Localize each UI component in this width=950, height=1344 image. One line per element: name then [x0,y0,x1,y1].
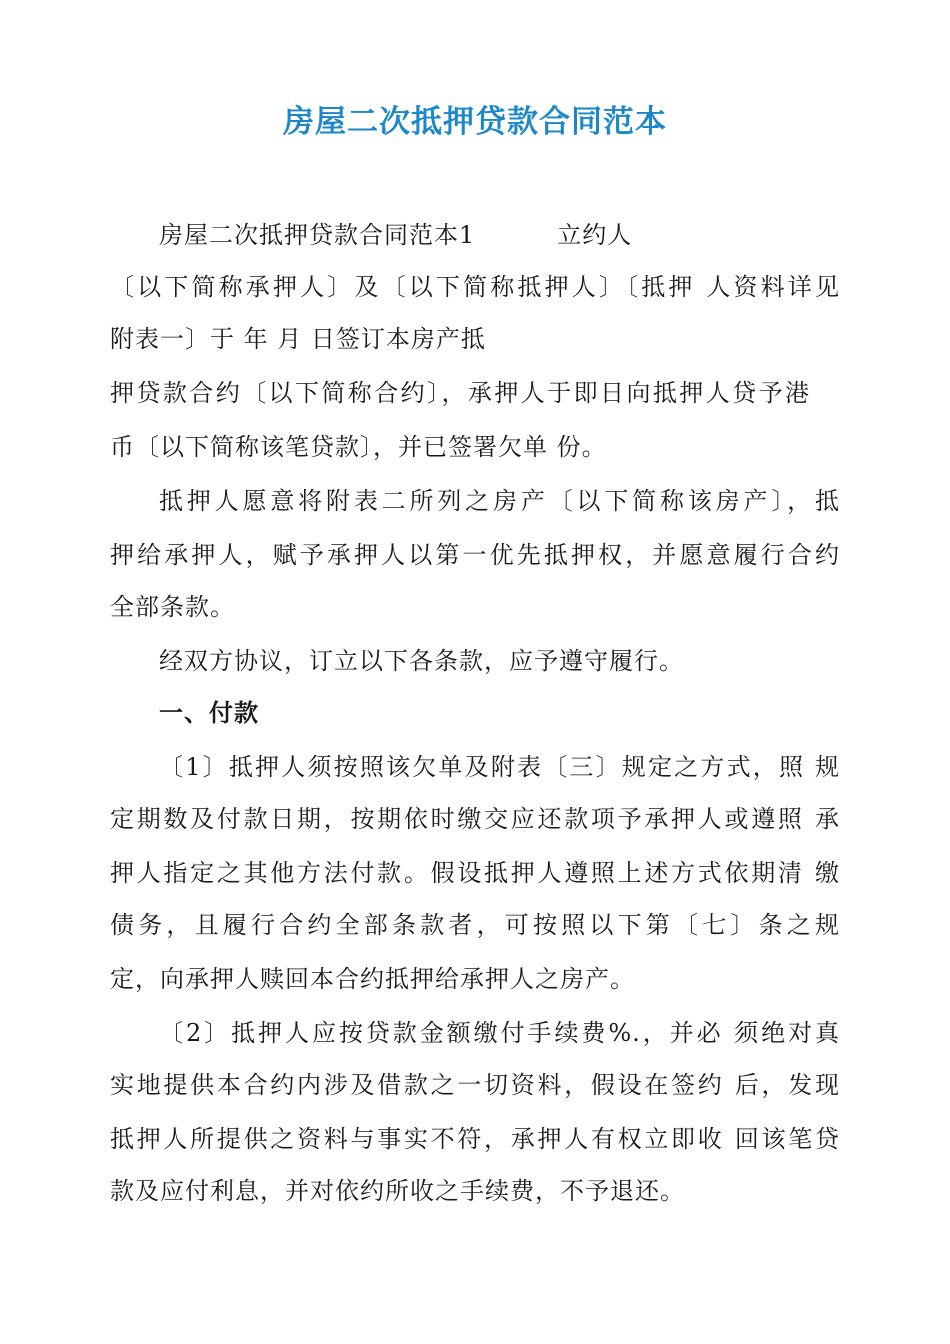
clause-1-line-4: 债务，且履行合约全部条款者，可按照以下第〔七〕条之规 [110,911,840,939]
clause-2-line-4: 款及应付利息，并对依约所收之手续费，不予退还。 [110,1177,685,1205]
paragraph-1-line-1 [159,219,632,251]
paragraph-1-line-5: 币〔以下简称该笔贷款〕，并已签署欠单 份。 [110,433,607,461]
paragraph-2-line-3: 全部条款。 [110,593,235,621]
clause-1-line-2: 定期数及付款日期，按期依时缴交应还款项予承押人或遵照 承 [110,805,840,833]
clause-2-line-1: 〔2〕抵押人应按贷款金额缴付手续费%.，并必 须绝对真 [159,1019,840,1047]
clause-2-line-3: 抵押人所提供之资料与事实不符，承押人有权立即收 回该笔贷 [110,1125,840,1153]
paragraph-1-line-4: 押贷款合约〔以下简称合约〕，承押人于即日向抵押人贷予港 [110,379,810,407]
clause-1-line-3: 押人指定之其他方法付款。假设抵押人遵照上述方式依期清 缴 [110,859,840,887]
party-label-text: 立约人 [557,221,633,249]
paragraph-3-line-1: 经双方协议，订立以下各条款，应予遵守履行。 [159,647,684,675]
contract-number-text: 房屋二次抵押贷款合同范本1 [159,221,476,249]
section-heading-payment: 一、付款 [159,699,259,727]
paragraph-1-line-2: 〔以下简称承押人〕及〔以下简称抵押人〕〔抵押 人资料详见 [110,273,840,301]
paragraph-1-line-3: 附表一〕于 年 月 日签订本房产抵 [110,325,486,353]
clause-1-line-5: 定，向承押人赎回本合约抵押给承押人之房产。 [110,965,635,993]
paragraph-2-line-1: 抵押人愿意将附表二所列之房产〔以下简称该房产〕，抵 [159,487,840,515]
clause-2-line-2: 实地提供本合约内涉及借款之一切资料，假设在签约 后，发现 [110,1071,840,1099]
clause-1-line-1: 〔1〕抵押人须按照该欠单及附表〔三〕规定之方式，照 规 [159,753,840,781]
paragraph-2-line-2: 押给承押人，赋予承押人以第一优先抵押权，并愿意履行合约 [110,541,840,569]
document-title: 房屋二次抵押贷款合同范本 [283,104,667,140]
